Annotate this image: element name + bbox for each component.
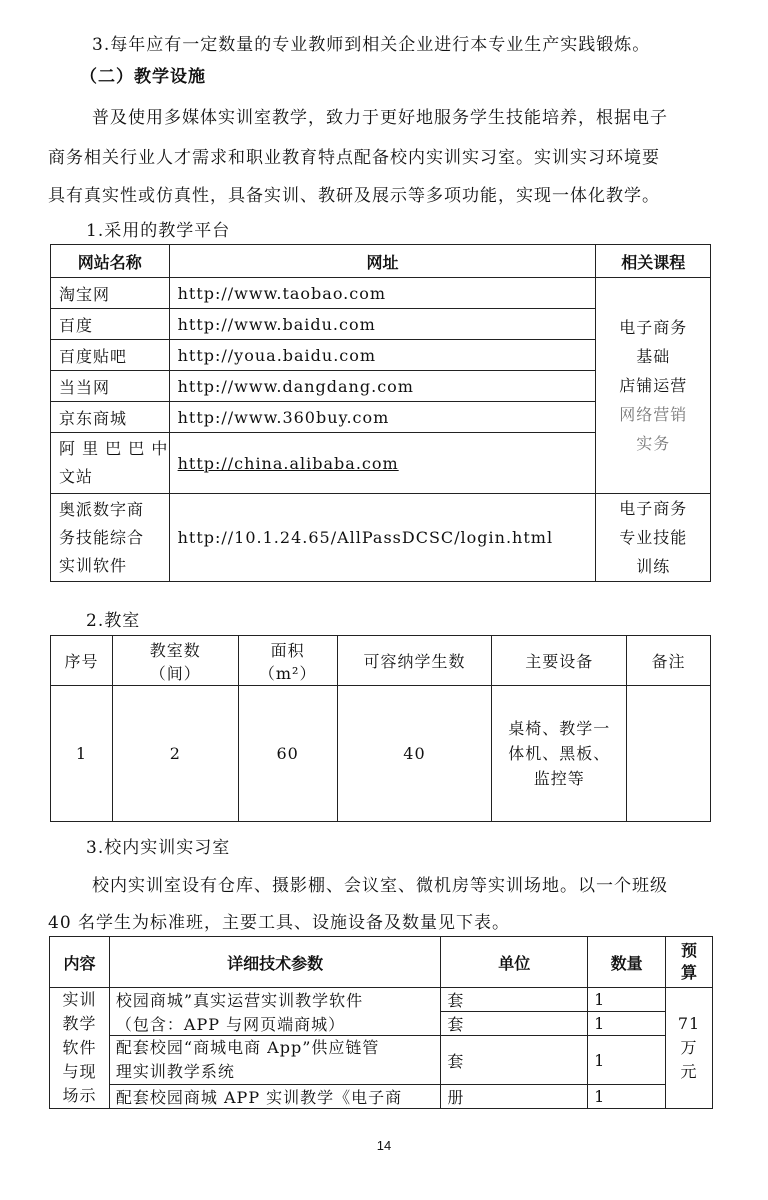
quantity: 1	[588, 1036, 666, 1085]
site-name-line: 实训软件	[59, 555, 128, 575]
table-header-row	[50, 937, 713, 988]
category-line: 软件	[62, 1038, 97, 1057]
paragraph-line: 40 名学生为标准班，主要工具、设施设备及数量见下表。	[48, 913, 511, 933]
table-row	[51, 494, 711, 582]
table-row	[50, 1036, 713, 1085]
header-line: 面积	[270, 640, 305, 660]
site-name: 当当网	[51, 371, 170, 402]
site-name-line: 阿 里 巴 巴 中	[59, 439, 169, 458]
unit: 套	[441, 1012, 588, 1036]
column-header	[666, 937, 713, 988]
paragraph-line: 校内实训室设有仓库、摄影棚、会议室、微机房等实训场地。以一个班级	[92, 876, 668, 896]
site-name-line: 务技能综合	[59, 527, 145, 547]
tech-param	[109, 1036, 440, 1085]
column-header	[238, 636, 337, 686]
tech-param: 校园商城”真实运营实训教学软件	[109, 988, 440, 1012]
row-number: 1	[51, 686, 113, 822]
budget-line: 万	[680, 1038, 698, 1057]
course-line: 店铺运营	[619, 376, 688, 395]
site-name	[51, 494, 170, 582]
course-line: 专业技能	[619, 528, 688, 547]
room-area: 60	[238, 686, 337, 822]
quantity: 1	[588, 1085, 666, 1109]
paragraph-line: 具有真实性或仿真性，具备实训、教研及展示等多项功能，实现一体化教学。	[48, 186, 660, 206]
tech-param: （包含：APP 与网页端商城）	[109, 1012, 440, 1036]
room-equipment	[492, 686, 627, 822]
related-course-cell	[596, 278, 711, 494]
equipment-line: 体机、黑板、	[508, 744, 611, 763]
unit: 套	[441, 1036, 588, 1085]
site-url: http://10.1.24.65/AllPassDCSC/login.html	[169, 494, 596, 582]
site-url: http://www.baidu.com	[169, 309, 596, 340]
paragraph-line: 商务相关行业人才需求和职业教育特点配备校内实训实习室。实训实习环境要	[48, 148, 660, 168]
param-line: 理实训教学系统	[115, 1062, 235, 1081]
tech-param: 配套校园商城 APP 实训教学《电子商	[109, 1085, 440, 1109]
header-line: 算	[681, 963, 698, 982]
site-url: http://www.taobao.com	[169, 278, 596, 309]
course-line: 电子商务	[619, 318, 688, 337]
budget-line: 71	[677, 1014, 701, 1033]
table-row	[50, 1012, 713, 1036]
param-line: 配套校园“商城电商 App”供应链管	[115, 1038, 380, 1057]
column-header: 备注	[627, 636, 711, 686]
table-row	[51, 278, 711, 309]
training-equipment-table	[49, 936, 713, 1109]
section-heading: （二）教学设施	[80, 67, 206, 87]
subheading-platform: 1.采用的教学平台	[86, 221, 231, 241]
classroom-table	[50, 635, 711, 822]
quantity: 1	[588, 1012, 666, 1036]
table-row	[51, 686, 711, 822]
unit: 套	[441, 988, 588, 1012]
page-number: 14	[376, 1138, 392, 1153]
table-header-row	[51, 636, 711, 686]
course-line: 电子商务	[619, 499, 688, 518]
site-url: http://youa.baidu.com	[169, 340, 596, 371]
site-name: 百度贴吧	[51, 340, 170, 371]
column-header: 相关课程	[596, 245, 711, 278]
header-line: 教室数	[149, 640, 201, 660]
column-header: 数量	[588, 937, 666, 988]
course-line: 网络营销	[619, 405, 688, 424]
site-name-line: 文站	[59, 467, 94, 486]
header-line: （间）	[149, 663, 201, 683]
budget-line: 元	[680, 1062, 698, 1081]
equipment-line: 监控等	[533, 769, 585, 788]
site-name: 淘宝网	[51, 278, 170, 309]
site-name-line: 奥派数字商	[59, 499, 145, 519]
category-line: 与现	[62, 1062, 97, 1081]
subheading-training-room: 3.校内实训实习室	[86, 838, 231, 858]
category-line: 实训	[62, 990, 97, 1009]
column-header	[112, 636, 238, 686]
site-url-cell	[169, 433, 596, 494]
column-header: 单位	[441, 937, 588, 988]
category-line: 场示	[62, 1086, 97, 1105]
room-capacity: 40	[337, 686, 492, 822]
related-course-cell	[596, 494, 711, 582]
column-header: 网站名称	[51, 245, 170, 278]
site-url-link[interactable]: http://china.alibaba.com	[177, 453, 399, 473]
table-row	[50, 988, 713, 1012]
site-url: http://www.dangdang.com	[169, 371, 596, 402]
room-note	[627, 686, 711, 822]
budget	[666, 988, 713, 1109]
room-count: 2	[112, 686, 238, 822]
site-url: http://www.360buy.com	[169, 402, 596, 433]
unit: 册	[441, 1085, 588, 1109]
course-line: 实务	[636, 434, 671, 453]
column-header: 主要设备	[492, 636, 627, 686]
table-row	[50, 1085, 713, 1109]
header-line: 预	[681, 941, 698, 960]
course-line: 训练	[636, 557, 671, 576]
equipment-line: 桌椅、教学一	[508, 719, 611, 738]
quantity: 1	[588, 988, 666, 1012]
table-header-row	[51, 245, 711, 278]
site-name: 百度	[51, 309, 170, 340]
column-header: 网址	[169, 245, 596, 278]
platform-table	[50, 244, 711, 582]
paragraph-teacher-practice: 3.每年应有一定数量的专业教师到相关企业进行本专业生产实践锻炼。	[92, 35, 651, 55]
category-line: 教学	[62, 1014, 97, 1033]
header-line: （m²）	[258, 663, 317, 683]
column-header: 详细技术参数	[109, 937, 440, 988]
site-name: 京东商城	[51, 402, 170, 433]
content-category	[50, 988, 110, 1109]
site-name	[51, 433, 170, 494]
column-header: 序号	[51, 636, 113, 686]
course-line: 基础	[636, 347, 671, 366]
column-header: 可容纳学生数	[337, 636, 492, 686]
paragraph-line: 普及使用多媒体实训室教学，致力于更好地服务学生技能培养，根据电子	[92, 108, 668, 128]
subheading-classroom: 2.教室	[86, 611, 141, 631]
column-header: 内容	[50, 937, 110, 988]
